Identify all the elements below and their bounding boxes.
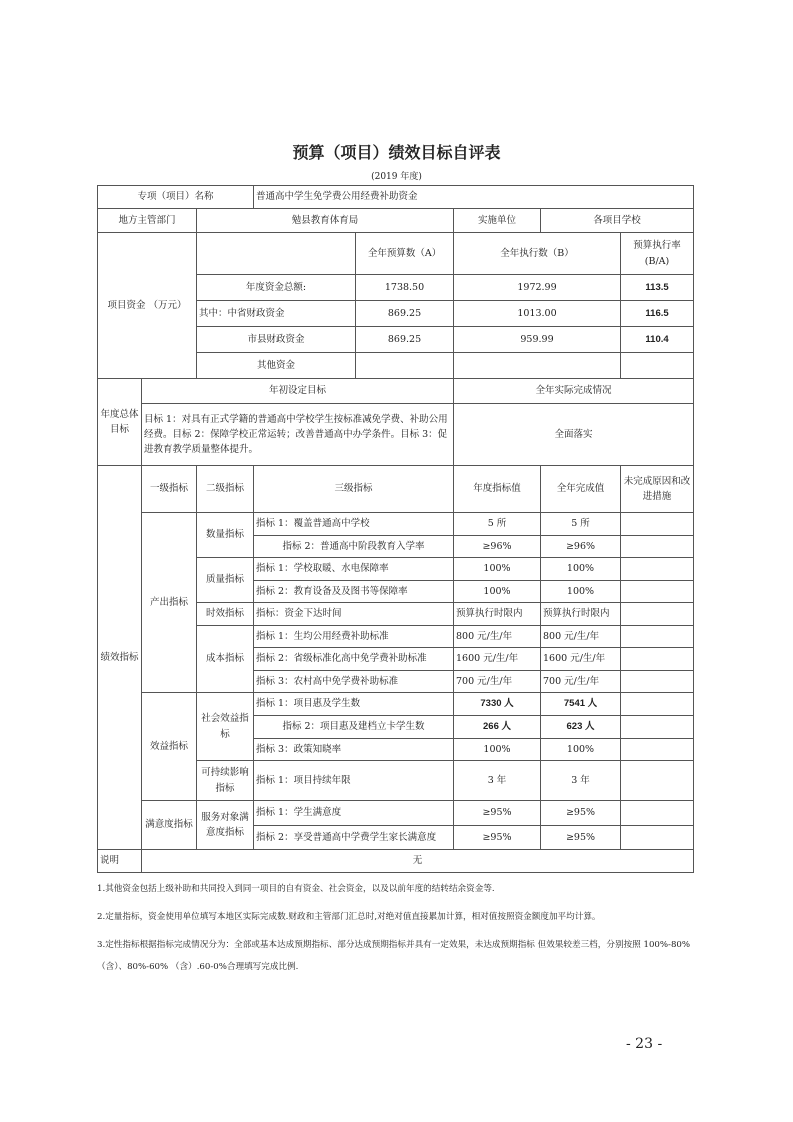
indicator-target: ≥95%: [454, 801, 541, 826]
goals-actual-header: 全年实际完成情况: [454, 379, 694, 404]
fund-name: 其中：中省财政资金: [197, 301, 356, 327]
fund-a: 1738.50: [356, 275, 454, 301]
fund-b: 1013.00: [454, 301, 621, 327]
project-label: 专项（项目）名称: [98, 186, 254, 209]
indicator-actual: 100%: [541, 739, 621, 761]
level2-timeliness: 时效指标: [197, 603, 254, 626]
header-level1: 一级指标: [142, 466, 197, 513]
indicator-target: 3 年: [454, 761, 541, 801]
indicator-actual: 700 元/生/年: [541, 671, 621, 693]
fund-name: 年度资金总额:: [197, 275, 356, 301]
fund-rate: 116.5: [621, 301, 694, 327]
header-target: 年度指标值: [454, 466, 541, 513]
indicator-name: 指标 3：农村高中免学费补助标准: [254, 671, 454, 693]
year-label: (2019 年度): [371, 172, 422, 182]
header-level3: 三级指标: [254, 466, 454, 513]
fund-name: 市县财政资金: [197, 327, 356, 353]
page-title: 预算（项目）绩效目标自评表: [292, 143, 501, 162]
fund-rate: 110.4: [621, 327, 694, 353]
indicator-name: 指标 2：享受普通高中学费学生家长满意度: [254, 826, 454, 850]
indicator-target: 7330 人: [454, 693, 541, 716]
indicator-actual: 100%: [541, 581, 621, 603]
indicator-name: 指标 1：项目持续年限: [254, 761, 454, 801]
level1-satisfaction: 满意度指标: [142, 801, 197, 850]
footnote: 1.其他资金包括上级补助和共同投入到同一项目的自有资金、社会资金，以及以前年度的结转结余资金等.: [97, 884, 495, 894]
project-name: 普通高中学生免学费公用经费补助资金: [254, 186, 694, 209]
level1-benefit: 效益指标: [142, 693, 197, 801]
indicator-name: 指标：资金下达时间: [254, 603, 454, 626]
indicator-name: 指标 1：生均公用经费补助标准: [254, 626, 454, 648]
dept-label: 地方主管部门: [98, 209, 197, 233]
fund-name: 其他资金: [197, 353, 356, 379]
indicator-target: 266 人: [454, 716, 541, 739]
indicator-target: 1600 元/生/年: [454, 648, 541, 671]
fund-a: [356, 353, 454, 379]
fund-a: 869.25: [356, 327, 454, 353]
fund-b: 959.99: [454, 327, 621, 353]
fund-rate: [621, 353, 694, 379]
indicator-actual: 预算执行时限内: [541, 603, 621, 626]
level2-quality: 质量指标: [197, 558, 254, 603]
goals-set-header: 年初设定目标: [142, 379, 454, 404]
fund-b: 1972.99: [454, 275, 621, 301]
unit-label: 实施单位: [454, 209, 541, 233]
indicator-name: 指标 2：教育设备及及图书等保障率: [254, 581, 454, 603]
indicator-actual: 100%: [541, 558, 621, 581]
indicator-actual: 5 所: [541, 513, 621, 536]
indicator-target: 预算执行时限内: [454, 603, 541, 626]
indicator-actual: ≥95%: [541, 826, 621, 850]
indicator-name: 指标 1：项目惠及学生数: [254, 693, 454, 716]
indicator-target: 100%: [454, 739, 541, 761]
col-executed: 全年执行数（B）: [454, 233, 621, 275]
indicator-actual: 623 人: [541, 716, 621, 739]
indicator-actual: ≥96%: [541, 536, 621, 558]
goals-actual-text: 全面落实: [454, 404, 694, 466]
level2-cost: 成本指标: [197, 626, 254, 693]
indicator-name: 指标 2：普通高中阶段教育入学率: [254, 536, 454, 558]
indicator-target: 100%: [454, 558, 541, 581]
indicator-actual: 1600 元/生/年: [541, 648, 621, 671]
indicator-target: 100%: [454, 581, 541, 603]
indicator-target: ≥96%: [454, 536, 541, 558]
indicator-target: 700 元/生/年: [454, 671, 541, 693]
col-budget: 全年预算数（A）: [356, 233, 454, 275]
indicator-actual: ≥95%: [541, 801, 621, 826]
indicator-target: ≥95%: [454, 826, 541, 850]
indicator-target: 5 所: [454, 513, 541, 536]
level2-service-satisfaction: 服务对象满意度指标: [197, 801, 254, 850]
level1-output: 产出指标: [142, 513, 197, 693]
indicator-target: 800 元/生/年: [454, 626, 541, 648]
goals-set-text: 目标 1：对具有正式学籍的普通高中学校学生按标准减免学费、补助公用经费。目标 2：保障学校正常运转；改善普通高中办学条件。目标 3：促进教育教学质量整体提升。: [142, 404, 454, 466]
level2-sustainability: 可持续影响指标: [197, 761, 254, 801]
indicator-actual: 7541 人: [541, 693, 621, 716]
indicator-name: 指标 1：学生满意度: [254, 801, 454, 826]
footnote: 2.定量指标，资金使用单位填写本地区实际完成数.财政和主管部门汇总时,对绝对值直接累加计算，相对值按照资金额度加平均计算。: [97, 912, 601, 922]
dept-value: 勉县教育体育局: [197, 209, 454, 233]
remark-value: 无: [142, 850, 694, 873]
unit-value: 各项目学校: [541, 209, 694, 233]
footnotes: [97, 878, 697, 984]
indicator-name: 指标 2：省级标准化高中免学费补助标准: [254, 648, 454, 671]
level2-social: 社会效益指标: [197, 693, 254, 761]
indicator-actual: 800 元/生/年: [541, 626, 621, 648]
page-number: - 23 -: [626, 1036, 663, 1052]
indicator-name: 指标 3：政策知晓率: [254, 739, 454, 761]
indicators-label: 绩效指标: [98, 466, 142, 850]
fund-a: 869.25: [356, 301, 454, 327]
self-evaluation-table: [97, 185, 694, 873]
header-reason: 未完成原因和改进措施: [621, 466, 694, 513]
fund-rate: 113.5: [621, 275, 694, 301]
indicator-name: 指标 1：覆盖普通高中学校: [254, 513, 454, 536]
remark-label: 说明: [98, 850, 142, 873]
indicator-actual: 3 年: [541, 761, 621, 801]
goals-label: 年度总体目标: [98, 379, 142, 466]
indicator-name: 指标 2：项目惠及建档立卡学生数: [254, 716, 454, 739]
indicator-name: 指标 1：学校取暖、水电保障率: [254, 558, 454, 581]
level2-quantity: 数量指标: [197, 513, 254, 558]
col-rate: 预算执行率(B/A): [621, 233, 694, 275]
header-actual: 全年完成值: [541, 466, 621, 513]
footnote: 3.定性指标根据指标完成情况分为：全部或基本达成预期指标、部分达成预期指标并具有一定效果，未达成预期指标 但效果较差三档，分别按照 100%-80% （含）、80%-60% （含）.60-0%合理填写完成比例.: [97, 940, 691, 972]
header-level2: 二级指标: [197, 466, 254, 513]
fund-b: [454, 353, 621, 379]
funds-label: 项目资金 （万元）: [98, 233, 197, 379]
